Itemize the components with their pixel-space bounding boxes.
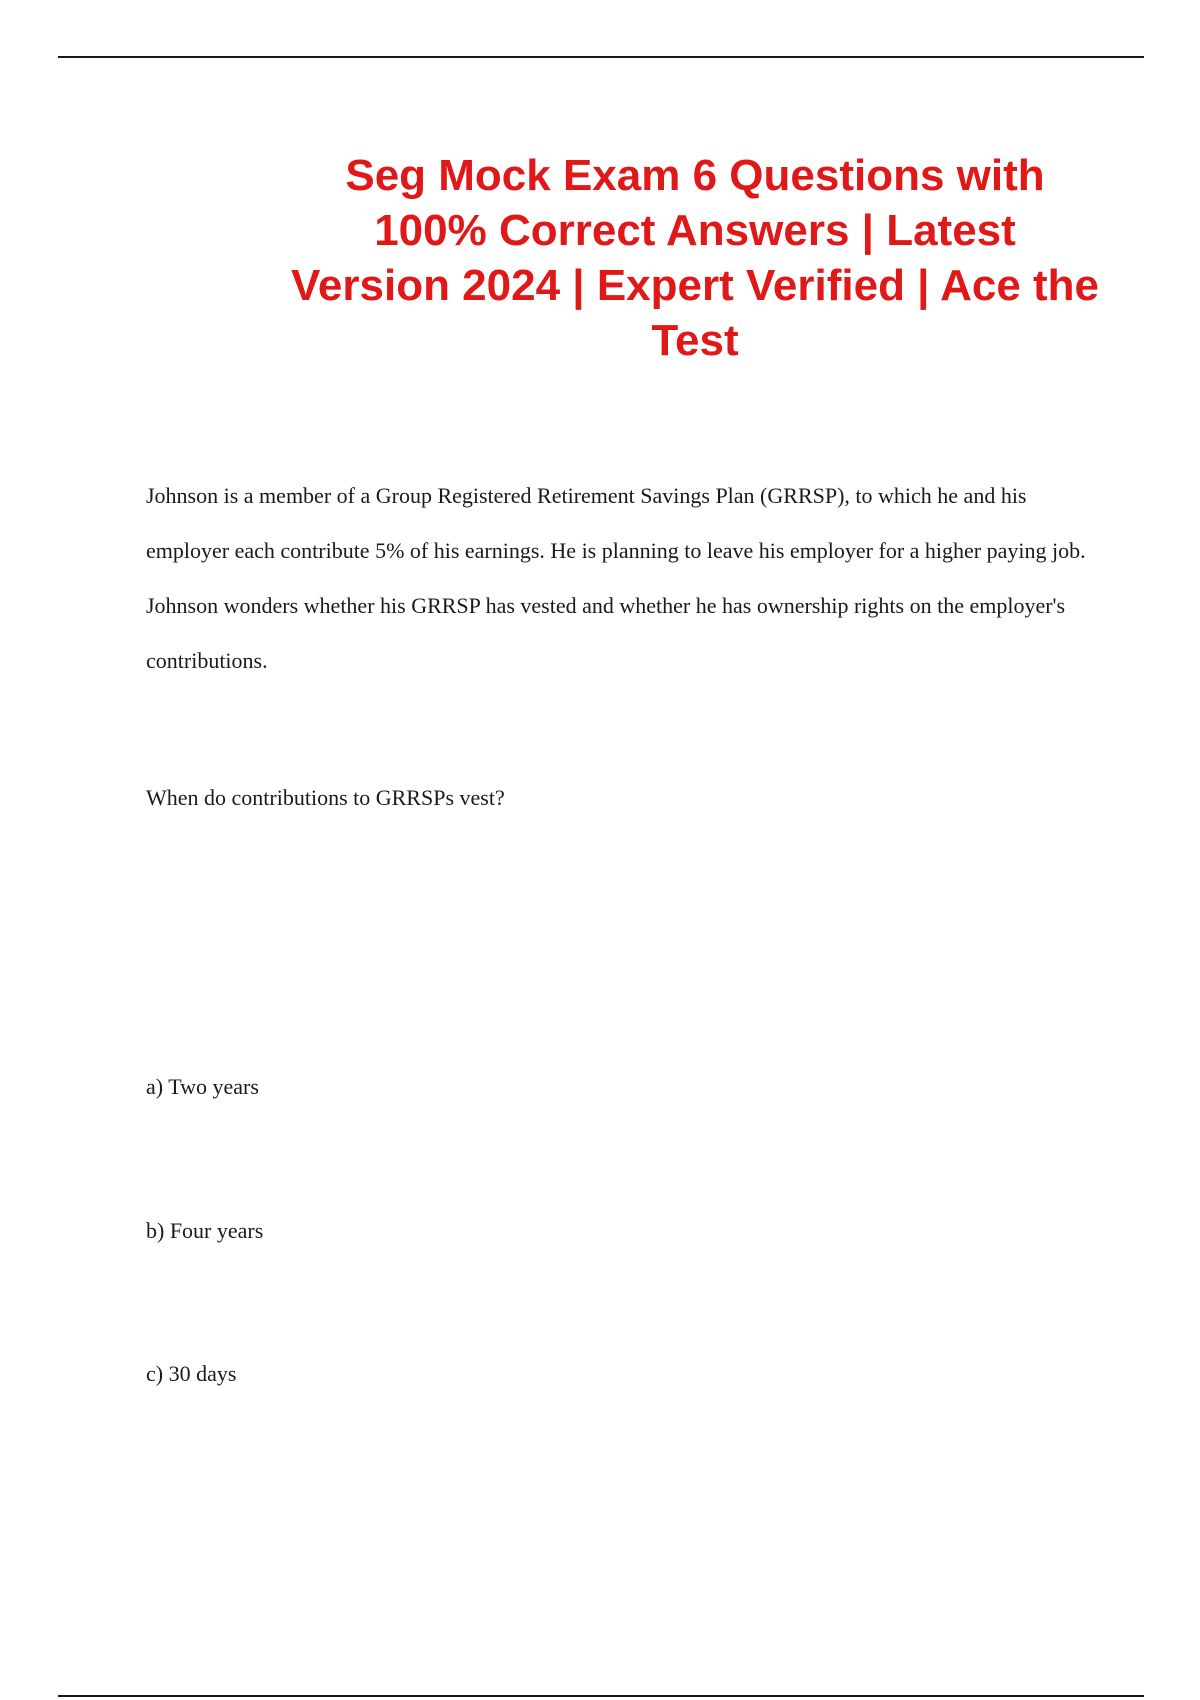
footer-rule — [58, 1695, 1144, 1697]
answer-option-c: c) 30 days — [146, 1361, 237, 1386]
header-rule — [58, 56, 1144, 58]
scenario-paragraph: Johnson is a member of a Group Registered Retirement Savings Plan (GRRSP), to which he and his employer each contribute 5% of his earnings. He is planning to leave his employer for a higher paying job. Johnson wonders whether his GRRSP has vested and whether he has ownership rights on the employer's contributions. — [146, 483, 1086, 673]
answer-option-b: b) Four years — [146, 1218, 264, 1243]
document-title: Seg Mock Exam 6 Questions with 100% Correct Answers | Latest Version 2024 | Expert Verified | Ace the Test — [290, 151, 1100, 365]
answer-option-a: a) Two years — [146, 1074, 259, 1099]
question-text: When do contributions to GRRSPs vest? — [146, 785, 505, 810]
